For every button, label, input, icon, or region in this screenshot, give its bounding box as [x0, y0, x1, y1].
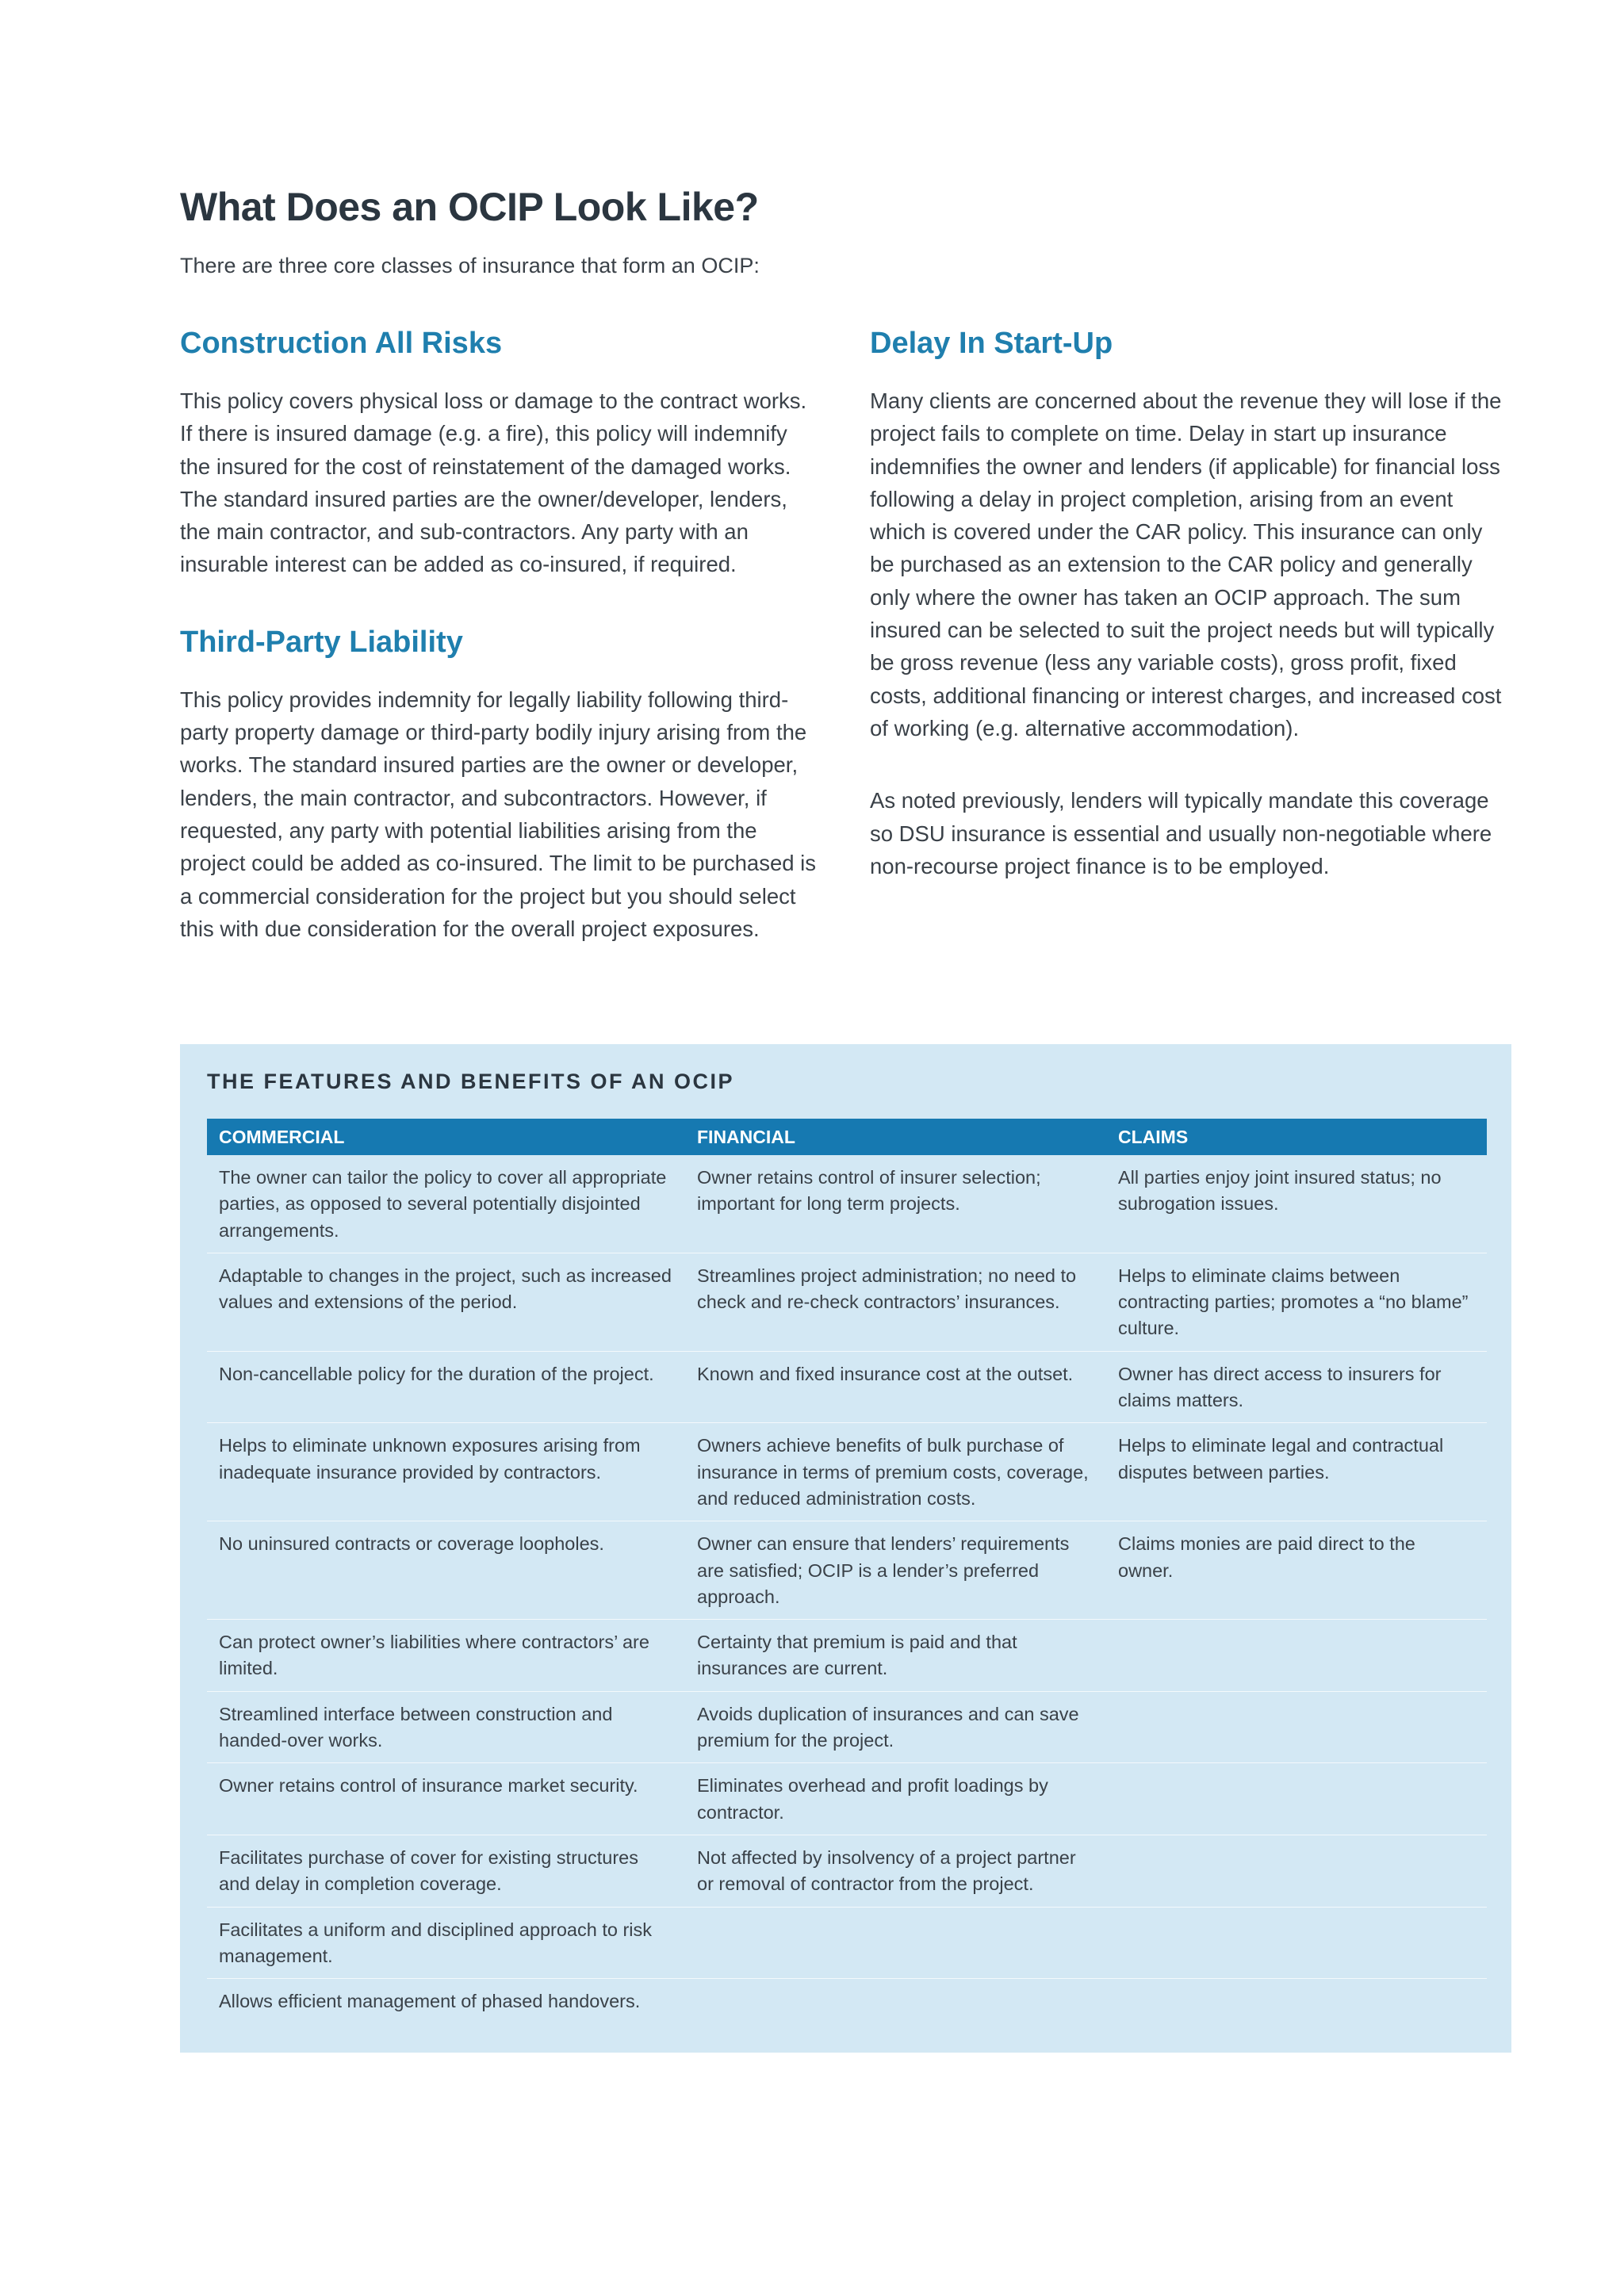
table-row [207, 1253, 1487, 1351]
heading-construction-all-risks: Construction All Risks [180, 327, 503, 360]
table-cell-commercial: Non-cancellable policy for the duration of the project. [207, 1351, 685, 1423]
features-panel [180, 1044, 1511, 2053]
column-header-financial: FINANCIAL [685, 1119, 1106, 1155]
table-cell-financial: Not affected by insolvency of a project partner or removal of contractor from the project. [685, 1835, 1106, 1907]
table-cell-financial: Owner retains control of insurer selection; important for long term projects. [685, 1155, 1106, 1253]
table-cell-financial: Owner can ensure that lenders’ requirements are satisfied; OCIP is a lender’s preferred approach. [685, 1521, 1106, 1620]
table-row [207, 1907, 1487, 1979]
heading-delay-in-start-up: Delay In Start-Up [870, 327, 1113, 360]
table-cell-claims [1106, 1907, 1487, 1979]
features-table [207, 1119, 1487, 2023]
page-title: What Does an OCIP Look Like? [180, 185, 759, 229]
table-cell-financial: Owners achieve benefits of bulk purchase of insurance in terms of premium costs, coverage, and reduced administration costs. [685, 1423, 1106, 1521]
table-cell-commercial: Owner retains control of insurance market security. [207, 1763, 685, 1835]
table-row [207, 1835, 1487, 1907]
table-cell-financial: Streamlines project administration; no need to check and re-check contractors’ insurances. [685, 1253, 1106, 1351]
table-cell-financial: Avoids duplication of insurances and can save premium for the project. [685, 1691, 1106, 1763]
table-cell-claims: Helps to eliminate claims between contracting parties; promotes a “no blame” culture. [1106, 1253, 1487, 1351]
table-row [207, 1979, 1487, 2024]
table-cell-claims [1106, 1620, 1487, 1692]
table-row [207, 1521, 1487, 1620]
table-cell-commercial: Adaptable to changes in the project, such as increased values and extensions of the period. [207, 1253, 685, 1351]
left-column [180, 327, 822, 945]
heading-third-party-liability: Third-Party Liability [180, 625, 463, 659]
table-row [207, 1763, 1487, 1835]
table-row [207, 1155, 1487, 1253]
table-cell-commercial: The owner can tailor the policy to cover all appropriate parties, as opposed to several potentially disjointed arrangements. [207, 1155, 685, 1253]
table-cell-claims [1106, 1979, 1487, 2024]
table-cell-claims [1106, 1763, 1487, 1835]
paragraph-construction-all-risks: This policy covers physical loss or damage to the contract works. If there is insured damage (e.g. a fire), this policy will indemnify the insured for the cost of reinstatement of the damaged works. The standard insured parties are the owner/developer, lenders, the main contractor, and sub-contractors. Any party with an insurable interest can be added as co-insured, if required. [180, 388, 807, 577]
intro-text: There are three core classes of insurance that form an OCIP: [180, 254, 760, 277]
table-cell-commercial: Facilitates purchase of cover for existing structures and delay in completion coverage. [207, 1835, 685, 1907]
column-header-commercial: COMMERCIAL [207, 1119, 685, 1155]
table-cell-commercial: Streamlined interface between construction and handed-over works. [207, 1691, 685, 1763]
right-column [870, 327, 1512, 882]
table-cell-financial: Certainty that premium is paid and that insurances are current. [685, 1620, 1106, 1692]
table-row [207, 1620, 1487, 1692]
paragraph-third-party-liability: This policy provides indemnity for legally liability following third-party property damage or third-party bodily injury arising from the works. The standard insured parties are the owner or developer, lenders, the main contractor, and subcontractors. However, if requested, any party with potential liabilities arising from the project could be added as co-insured. The limit to be purchased is a commercial consideration for the project but you should select this with due consideration for the overall project exposures. [180, 687, 817, 941]
table-cell-claims: Claims monies are paid direct to the owner. [1106, 1521, 1487, 1620]
table-cell-commercial: Can protect owner’s liabilities where contractors’ are limited. [207, 1620, 685, 1692]
table-cell-financial: Eliminates overhead and profit loadings by contractor. [685, 1763, 1106, 1835]
table-row [207, 1691, 1487, 1763]
table-cell-commercial: Allows efficient management of phased handovers. [219, 1991, 641, 2012]
table-cell-financial: Known and fixed insurance cost at the outset. [685, 1351, 1106, 1423]
table-row [207, 1351, 1487, 1423]
paragraph-delay-in-start-up: Many clients are concerned about the revenue they will lose if the project fails to complete on time. Delay in start up insurance indemnifies the owner and lenders (if applicable) for financial loss following a delay in project completion, arising from an event which is covered under the CAR policy. This insurance can only be purchased as an extension to the CAR policy and generally only where the owner has taken an OCIP approach. The sum insured can be selected to suit the project needs but will typically be gross revenue (less any variable costs), gross profit, fixed costs, additional financing or interest charges, and increased cost of working (e.g. alternative accommodation). [870, 388, 1502, 740]
table-row [207, 1423, 1487, 1521]
column-header-claims: CLAIMS [1106, 1119, 1487, 1155]
features-panel-title: THE FEATURES AND BENEFITS OF AN OCIP [207, 1070, 735, 1093]
table-cell-commercial: Facilitates a uniform and disciplined approach to risk management. [207, 1907, 685, 1979]
table-cell-claims [1106, 1835, 1487, 1907]
table-cell-financial [685, 1979, 1106, 2024]
table-cell-financial [685, 1907, 1106, 1979]
table-cell-claims [1106, 1691, 1487, 1763]
table-cell-commercial: No uninsured contracts or coverage loopholes. [207, 1521, 685, 1620]
table-cell-claims: All parties enjoy joint insured status; no subrogation issues. [1106, 1155, 1487, 1253]
table-header-row [207, 1119, 1487, 1155]
table-cell-claims: Helps to eliminate legal and contractual disputes between parties. [1106, 1423, 1487, 1521]
table-cell-claims: Owner has direct access to insurers for claims matters. [1106, 1351, 1487, 1423]
table-cell-commercial: Helps to eliminate unknown exposures arising from inadequate insurance provided by contractors. [207, 1423, 685, 1521]
paragraph-dsu-lenders: As noted previously, lenders will typically mandate this coverage so DSU insurance is essential and usually non-negotiable where non-recourse project finance is to be employed. [870, 788, 1492, 878]
